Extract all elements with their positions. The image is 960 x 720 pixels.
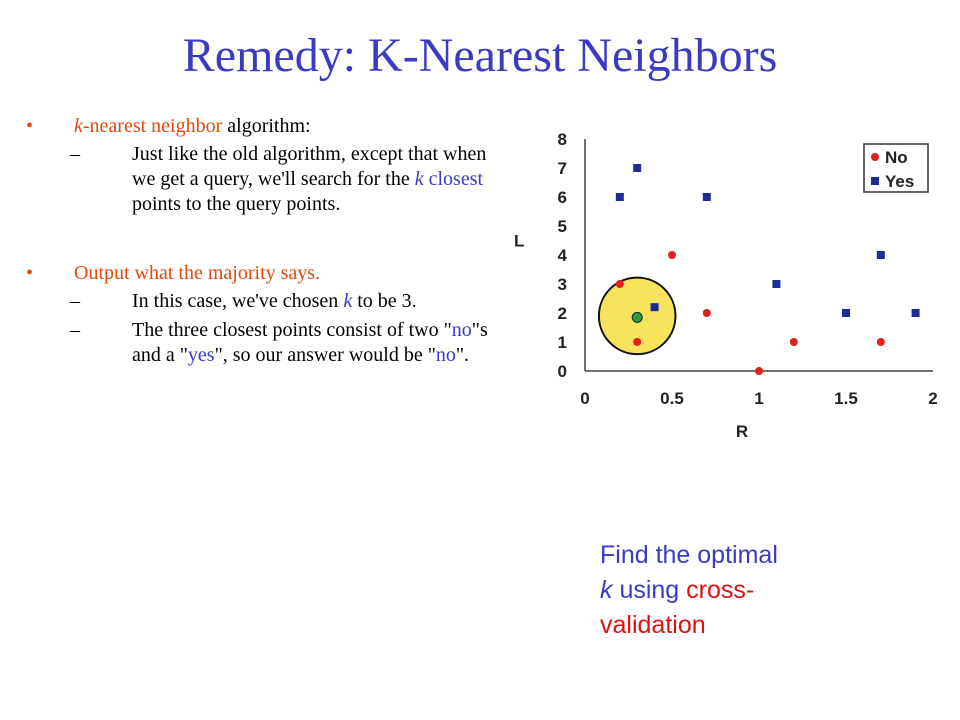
sub-text: to be 3. [352,290,417,312]
k-term: k [343,290,353,312]
yes-point [912,309,920,317]
note-line-3: validation [600,611,706,639]
no-point [790,338,798,346]
sub-bullet-like-old [26,142,496,217]
legend-label: No [885,148,908,167]
k-term: k [414,168,424,190]
sub-text: ". [455,344,470,366]
y-tick-label: 1 [557,333,567,352]
legend-yes-marker [871,177,879,185]
sub-dash: – [70,290,80,312]
note-using: using [612,576,687,604]
no-point [703,309,711,317]
y-tick-label: 0 [557,362,567,381]
x-tick-label: 0 [580,389,590,408]
bullet-knn-algorithm [26,114,496,138]
yes-point [616,193,624,201]
sub-text: points to the query points. [132,193,341,215]
x-tick-label: 2 [928,389,938,408]
y-tick-label: 8 [557,130,567,149]
yes-point [877,251,885,259]
legend-label: Yes [885,172,915,191]
bullet-list [26,114,496,368]
sub-bullet-k-chosen [26,289,496,314]
no-point [633,338,641,346]
no-point [877,338,885,346]
no-point [668,251,676,259]
x-axis-title: R [735,422,749,441]
y-tick-label: 5 [557,217,567,236]
k-term: k [74,115,83,137]
y-tick-label: 3 [557,275,567,294]
yes-point [842,309,850,317]
sub-dash: – [70,319,80,341]
y-tick-label: 6 [557,188,567,207]
x-tick-label: 1.5 [834,389,858,408]
sub-text: In this case, we've chosen [132,290,344,312]
bullet-majority [26,261,496,285]
bullet-text: algorithm: [222,115,311,137]
x-tick-label: 1 [754,389,764,408]
sub-text: ", so our answer would be " [214,344,436,366]
query-point [632,312,642,322]
cross-term: cross- [686,576,755,604]
cross-validation-note [600,538,860,643]
no-term: no [451,319,472,341]
bullet-dot: • [26,115,34,137]
nearest-neighbor-term: -nearest neighbor [82,115,223,137]
yes-point [651,303,659,311]
bullet-text: Output what the majority says. [74,262,321,284]
legend-no-marker [871,153,879,161]
note-line-2 [600,573,860,608]
sub-text: The three closest points consist of two " [132,319,452,341]
slide-title: Remedy: K-Nearest Neighbors [182,29,778,82]
sub-bullet-three-closest [26,318,496,368]
sub-dash: – [70,143,80,165]
closest-term: closest [423,168,484,190]
k-term: k [600,576,613,604]
no-point [616,280,624,288]
note-line-1: Find the optimal [600,541,778,569]
y-axis-title: L [514,231,525,251]
y-tick-label: 4 [557,246,567,265]
sub-text: "s and a " [132,319,488,366]
yes-point [633,164,641,172]
y-tick-label: 2 [557,304,567,323]
y-tick-label: 7 [557,159,567,178]
no-point [755,367,763,375]
no-term: no [435,344,456,366]
yes-point [703,193,711,201]
bullet-dot: • [26,262,34,284]
yes-point [772,280,780,288]
knn-scatter-chart [500,120,940,470]
sub-text: Just like the old algorithm, except that when we get a query, we'll search for the [132,143,487,190]
yes-term: yes [187,344,215,366]
x-tick-label: 0.5 [660,389,684,408]
